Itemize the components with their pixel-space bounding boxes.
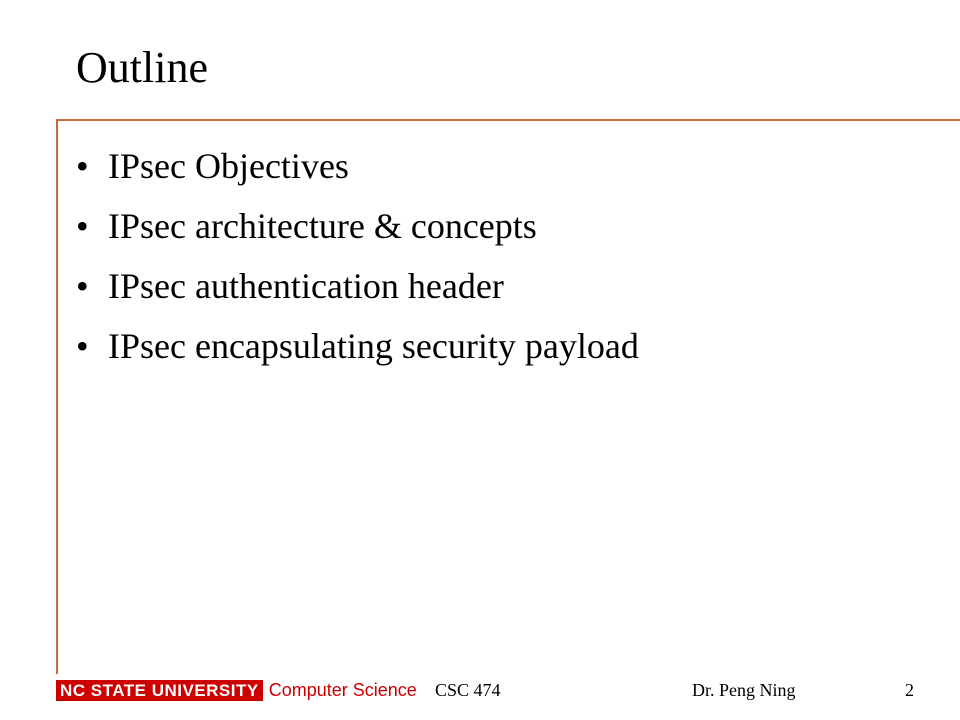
page-number: 2 [905, 680, 914, 700]
university-logo: NC STATE UNIVERSITY [56, 680, 263, 701]
bullet-list [76, 136, 639, 376]
bullet-text: IPsec architecture & concepts [108, 206, 537, 246]
bullet-item-esp [76, 316, 639, 376]
bullet-icon: • [76, 266, 89, 306]
bullet-item-objectives [76, 136, 639, 196]
department-label: Computer Science [268, 680, 417, 700]
left-border-line [56, 119, 58, 674]
bullet-text: IPsec Objectives [108, 146, 349, 186]
bullet-icon: • [76, 206, 89, 246]
title-divider-line [56, 119, 960, 121]
course-label: CSC 474 [435, 680, 501, 700]
bullet-text: IPsec authentication header [108, 266, 504, 306]
bullet-item-authentication-header [76, 256, 639, 316]
bullet-item-architecture [76, 196, 639, 256]
author-label: Dr. Peng Ning [692, 680, 796, 700]
footer-logo [56, 680, 417, 701]
bullet-icon: • [76, 146, 89, 186]
bullet-text: IPsec encapsulating security payload [108, 326, 639, 366]
slide-title: Outline [76, 43, 208, 92]
bullet-icon: • [76, 326, 89, 366]
